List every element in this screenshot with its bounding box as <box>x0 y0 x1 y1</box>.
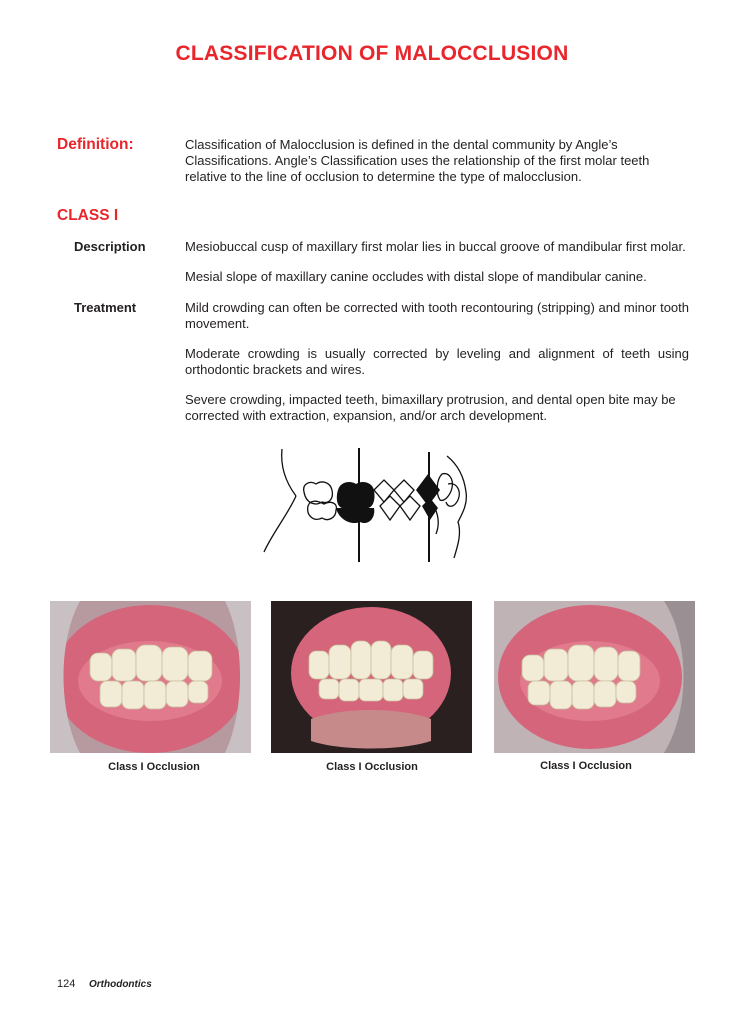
definition-text: Classification of Malocclusion is defined in the dental community by Angle’s Classifications. Angle’s Classification uses the relationship of the first molar teeth relative to the line of occlusion to determine the type of malocclusion. <box>185 137 650 184</box>
treatment-paragraph: Severe crowding, impacted teeth, bimaxillary protrusion, and dental open bite may be corrected with extraction, expansion, and/or arch development. <box>185 392 676 423</box>
treatment-paragraph: Moderate crowding is usually corrected by leveling and alignment of teeth using orthodontic brackets and wires. <box>185 346 689 377</box>
definition-label: Definition: <box>57 136 134 153</box>
occlusion-diagram <box>252 444 478 564</box>
photo-caption: Class I Occlusion <box>108 761 200 773</box>
occlusion-photo <box>494 601 695 753</box>
class-heading: CLASS I <box>57 207 119 224</box>
book-title: Orthodontics <box>89 979 152 990</box>
treatment-paragraph: Mild crowding can often be corrected with tooth recontouring (stripping) and minor tooth movement. <box>185 300 689 331</box>
description-paragraph: Mesial slope of maxillary canine occludes with distal slope of mandibular canine. <box>185 269 647 284</box>
occlusion-photo <box>271 601 472 753</box>
photo-caption: Class I Occlusion <box>540 760 632 772</box>
page-title: CLASSIFICATION OF MALOCCLUSION <box>175 42 569 65</box>
photo-caption: Class I Occlusion <box>326 761 418 773</box>
page-number: 124 <box>57 978 76 990</box>
description-paragraph: Mesiobuccal cusp of maxillary first molar lies in buccal groove of mandibular first molar. <box>185 239 686 254</box>
occlusion-photo <box>50 601 251 753</box>
treatment-label: Treatment <box>74 300 137 315</box>
description-label: Description <box>74 239 146 254</box>
